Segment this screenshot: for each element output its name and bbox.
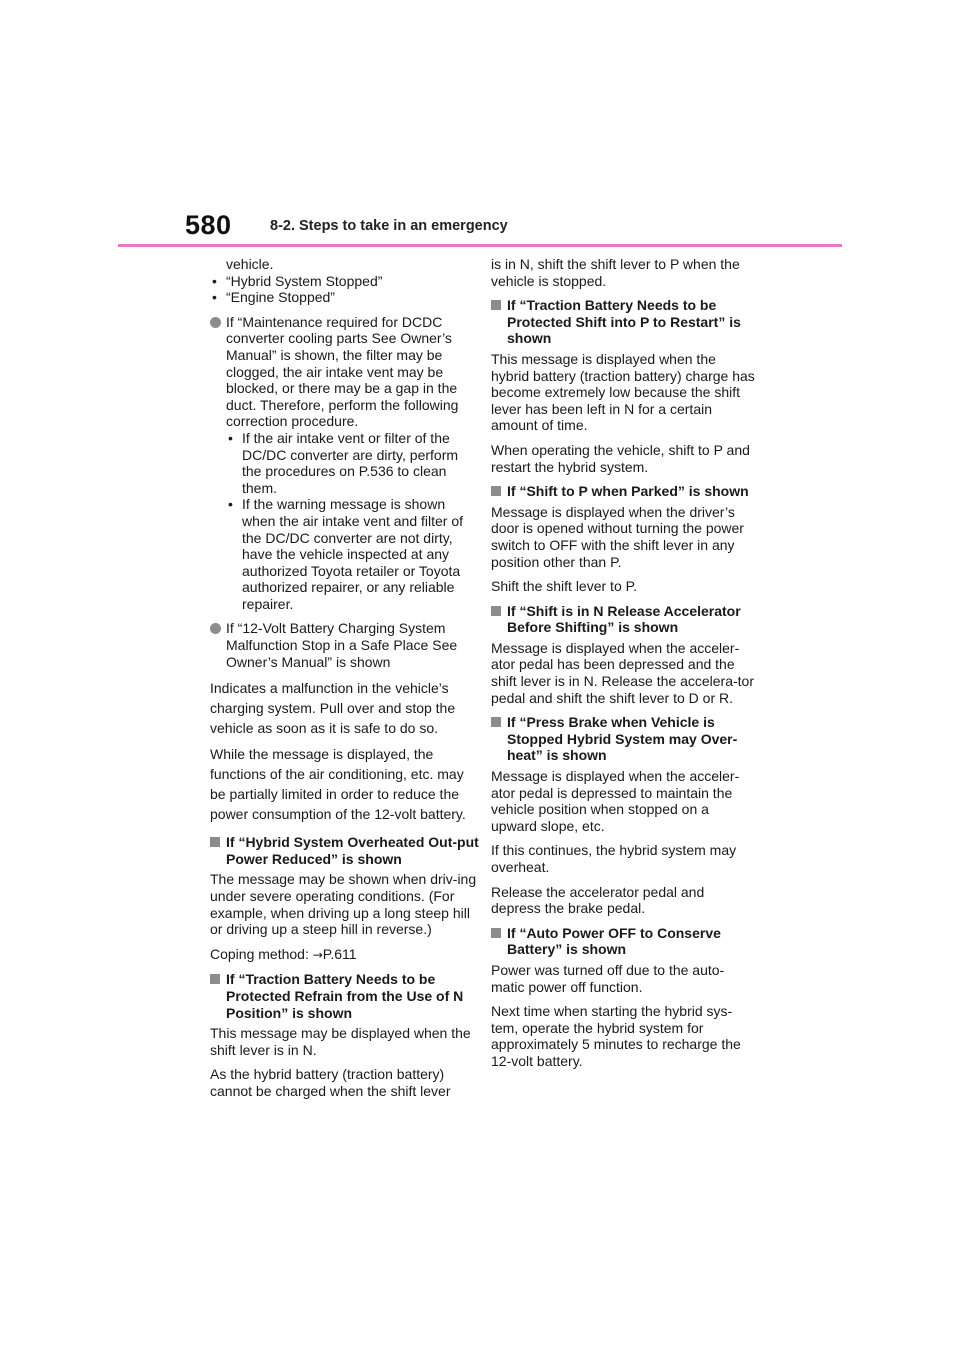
square-bullet-icon [210, 974, 220, 984]
brake-heading: If “Press Brake when Vehicle is Stopped Hybrid System may Over-heat” is shown [491, 714, 757, 764]
maintenance-text: If “Maintenance required for DCDC converter cooling parts See Owner’s Manual” is shown, the filter may be clogged, the air intake vent may be blocked, or there may be a gap in the duct. Therefore, perform the following correction procedure. [226, 313, 459, 430]
battery-charging-text: If “12-Volt Battery Charging System Malfunction Stop in a Safe Place See Owner’s Manual” is shown [226, 620, 458, 670]
list-item: • If the warning message is shown when the air intake vent and filter of the DC/DC converter are not dirty, have the vehicle inspected at any authorized Toyota retailer or Toyota authorized repairer, or any reliable repairer. [226, 496, 480, 612]
continued-text: is in N, shift the shift lever to P when the vehicle is stopped. [491, 256, 740, 289]
arrow-icon: → [312, 947, 323, 962]
square-bullet-icon [491, 717, 501, 727]
paragraph: As the hybrid battery (traction battery) cannot be charged when the shift lever [210, 1066, 451, 1099]
paragraph: Release the accelerator pedal and depress the brake pedal. [491, 883, 705, 917]
circle-bullet-icon [210, 317, 221, 328]
paragraph: Indicates a malfunction in the vehicle’s charging system. Pull over and stop the vehicle as soon as it is safe to do so. [210, 680, 456, 737]
list-item: • If the air intake vent or filter of the DC/DC converter are dirty, perform the procedures on P.536 to clean them. [226, 430, 480, 496]
list-item: • “Engine Stopped” [210, 289, 480, 306]
paragraph: Message is displayed when the acceler-ator pedal has been depressed and the shift lever is in N. Release the accelera-tor pedal and shift the shift lever to D or R. [491, 639, 754, 706]
paragraph: Power was turned off due to the auto-matic power off function. [491, 961, 725, 995]
coping-method: Coping method: →P.611 [210, 945, 357, 962]
paragraph: Next time when starting the hybrid sys-tem, operate the hybrid system for approximately 5 minutes to recharge the 12-volt battery. [491, 1003, 741, 1069]
stopped-message-list [210, 273, 480, 306]
overheat-heading: If “Hybrid System Overheated Out-put Power Reduced” is shown [210, 834, 480, 867]
paragraph: When operating the vehicle, shift to P and restart the hybrid system. [491, 441, 750, 475]
auto-power-off-heading: If “Auto Power OFF to Conserve Battery” is shown [491, 925, 757, 958]
maintenance-procedure-list [210, 430, 480, 613]
battery-charging-item [210, 620, 480, 670]
header-rule [118, 244, 842, 247]
neutral-heading: If “Shift is in N Release Accelerator Before Shifting” is shown [491, 603, 757, 636]
paragraph: Message is displayed when the acceler-ator pedal is depressed to maintain the vehicle position when stopped on a upward slope, etc. [491, 768, 740, 834]
square-bullet-icon [491, 486, 501, 496]
square-bullet-icon [210, 837, 220, 847]
parked-heading: If “Shift to P when Parked” is shown [491, 483, 757, 500]
maintenance-item [210, 314, 480, 613]
section-title: 8-2. Steps to take in an emergency [270, 218, 508, 234]
paragraph: Shift the shift lever to P. [491, 578, 638, 595]
square-bullet-icon [491, 928, 501, 938]
right-column [491, 256, 757, 1078]
page-reference-link[interactable]: P.611 [322, 945, 357, 962]
page-number: 580 [185, 210, 232, 240]
restart-heading: If “Traction Battery Needs to be Protected Shift into P to Restart” is shown [491, 297, 757, 347]
list-item: • “Hybrid System Stopped” [210, 273, 480, 290]
paragraph: The message may be shown when driv-ing under severe operating conditions. (For example, when driving up a long steep hill or driving up a steep hill in reverse.) [210, 871, 477, 938]
square-bullet-icon [491, 300, 501, 310]
paragraph: While the message is displayed, the functions of the air conditioning, etc. may be partially limited in order to reduce the power consumption of the 12-volt battery. [210, 746, 466, 823]
paragraph: Message is displayed when the driver’s door is opened without turning the power switch to OFF with the shift lever in any position other than P. [491, 503, 744, 570]
circle-bullet-icon [210, 623, 221, 634]
continued-text: vehicle. [226, 256, 274, 272]
paragraph: This message may be displayed when the shift lever is in N. [210, 1025, 471, 1058]
left-column [210, 256, 480, 1108]
square-bullet-icon [491, 606, 501, 616]
paragraph: If this continues, the hybrid system may overheat. [491, 842, 737, 875]
paragraph: This message is displayed when the hybrid battery (traction battery) charge has become extremely low because the shift lever has been left in N for a certain amount of time. [491, 350, 755, 434]
refrain-heading: If “Traction Battery Needs to be Protected Refrain from the Use of N Position” is shown [210, 971, 480, 1021]
